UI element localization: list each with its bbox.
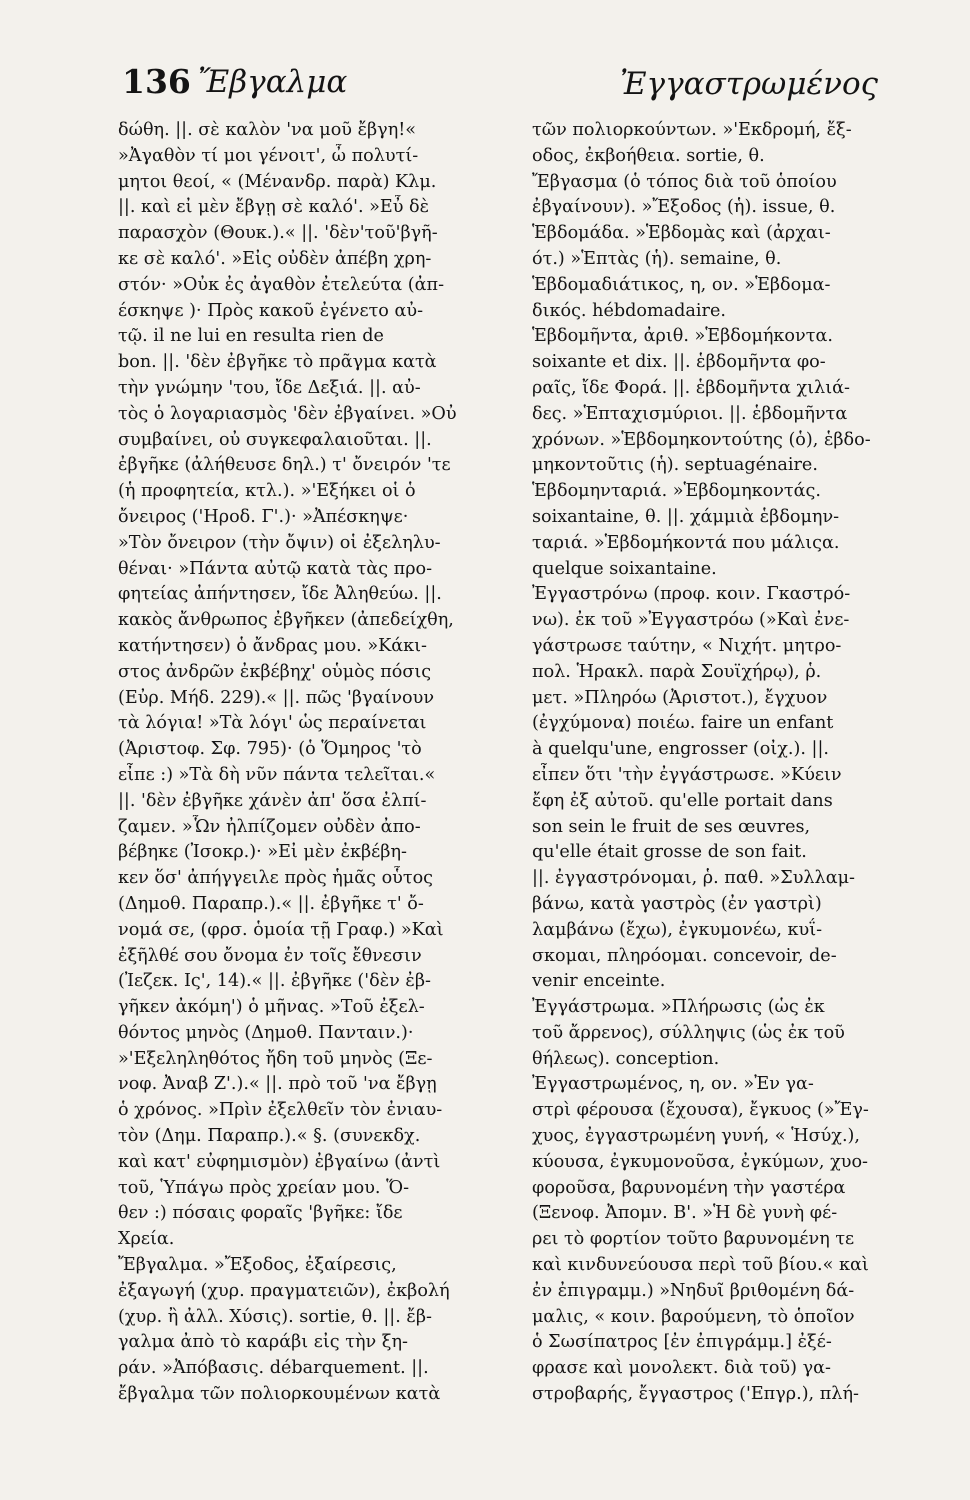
text-line: γῆκεν ἀκόμη') ὁ μῆνας. »Τοῦ ἐξελ-: [118, 997, 425, 1018]
text-line: νοφ. Ἀναβ Ζ'.).« ||. πρὸ τοῦ 'να ἔβγῃ: [118, 1074, 437, 1095]
text-line: ρει τὸ φορτίον τοῦτο βαρυνομένη τε: [532, 1229, 855, 1250]
text-line: μετ. »Πληρόω (Ἀριστοτ.), ἔγχυον: [532, 687, 828, 708]
text-line: τὰ λόγια! »Τὰ λόγι' ὡς περαίνεται: [118, 713, 427, 734]
text-line: ὁ χρόνος. »Πρὶν ἐξελθεῖν τὸν ἐνιαυ-: [118, 1100, 443, 1121]
text-line: ὁ Σωσίπατρος [ἐν ἐπιγράμμ.] ἐξέ-: [532, 1332, 832, 1353]
text-line: συμβαίνει, οὐ συγκεφαλαιοῦται. ||.: [118, 429, 432, 450]
text-line: ραῖς, ἴδε Φορά. ||. ἑβδομῆντα χιλιά-: [532, 377, 850, 398]
text-line: τὴν γνώμην 'του, ἴδε Δεξιά. ||. αὐ-: [118, 377, 421, 398]
text-line: τὸν (Δημ. Παραπρ.).« §. (συνεκδχ.: [118, 1126, 421, 1147]
text-line: βέβηκε (Ἰσοκρ.)· »Εἰ μὲν ἐκβέβη-: [118, 842, 407, 863]
text-line: quelque soixantaine.: [532, 558, 717, 579]
text-line: ἐν ἐπιγραμμ.) »Νηδυῖ βριθομένη δά-: [532, 1280, 855, 1301]
text-line: (Ἀριστοφ. Σφ. 795)· (ὁ Ὅμηρος 'τὸ: [118, 739, 422, 760]
right-running-head: Ἐγγαστρωμένος: [620, 66, 878, 102]
text-line: venir enceinte.: [532, 971, 666, 992]
text-line: στρὶ φέρουσα (ἔχουσα), ἔγκυος (»Ἔγ-: [532, 1100, 869, 1121]
text-line: à quelqu'une, engrosser (οἰχ.). ||.: [532, 739, 829, 760]
text-line: ||. καὶ εἰ μὲν ἔβγῃ σὲ καλό'. »Εὖ δὲ: [118, 197, 430, 218]
text-line: κε σὲ καλό'. »Εἰς οὐδὲν ἀπέβη χρη-: [118, 248, 432, 269]
text-line: γάστρωσε ταύτην, « Νιχήτ. μητρο-: [532, 635, 842, 656]
text-line: βάνω, κατὰ γαστρὸς (ἐν γαστρὶ): [532, 893, 822, 914]
text-line: στος ἀνδρῶν ἐκβέβηχ' οὑμὸς πόσις: [118, 661, 432, 682]
text-line: son sein le fruit de ses œuvres,: [532, 816, 811, 837]
text-line: μηκοντοῦτις (ἡ). septuagénaire.: [532, 455, 818, 476]
text-line: παρασχὸν (Θουκ.).« ||. 'δὲν'τοῦ'βγῆ-: [118, 223, 438, 244]
text-line: ἐβγαίνουν). »Ἔξοδος (ἡ). issue, θ.: [532, 197, 836, 218]
text-line: χυος, ἐγγαστρωμένη γυνή, « Ἡσύχ.),: [532, 1126, 861, 1147]
text-line: δες. »Ἑπταχισμύριοι. ||. ἑβδομῆντα: [532, 403, 848, 424]
text-line: στόν· »Οὐκ ἐς ἀγαθὸν ἐτελεύτα (ἀπ-: [118, 274, 445, 295]
text-line: κύουσα, ἐγκυμονοῦσα, ἐγκύμων, χυο-: [532, 1151, 868, 1172]
text-line: ὄνειρος ('Ηροδ. Γ'.)· »Ἀπέσκηψε·: [118, 506, 409, 527]
text-line: νω). ἐκ τοῦ »Ἐγγαστρόω (»Καὶ ἐνε-: [532, 610, 850, 631]
text-line: (χυρ. ἢ ἀλλ. Χύσις). sortie, θ. ||. ἔβ-: [118, 1306, 432, 1327]
text-line: λαμβάνω (ἔχω), ἐγκυμονέω, κυΐ-: [532, 919, 823, 940]
text-line: νομά σε, (φρσ. ὁμοία τῇ Γραφ.) »Καὶ: [118, 919, 444, 940]
text-line: ἐξῆλθέ σου ὄνομα ἐν τοῖς ἔθνεσιν: [118, 945, 422, 966]
text-line: τῷ. il ne lui en resulta rien de: [118, 326, 384, 347]
text-line: (Δημοθ. Παραπρ.).« ||. ἐβγῆκε τ' ὄ-: [118, 893, 424, 914]
text-line: »Τὸν ὄνειρον (τὴν ὄψιν) οἱ ἐξεληλυ-: [118, 532, 441, 553]
text-line: κεν ὅσ' ἀπήγγειλε πρὸς ἡμᾶς οὗτος: [118, 868, 434, 889]
text-line: θόντος μηνὸς (Δημοθ. Πανταιν.)·: [118, 1022, 414, 1043]
text-line: δώθη. ||. σὲ καλὸν 'να μοῦ ἔβγη!«: [118, 120, 417, 140]
text-line: φητείας ἀπήντησεν, ἴδε Ἀληθεύω. ||.: [118, 584, 442, 605]
text-line: καὶ κινδυνεύουσα περὶ τοῦ βίου.« καὶ: [532, 1255, 869, 1276]
text-line: soixantaine, θ. ||. χάμμιὰ ἑβδομην-: [532, 506, 840, 527]
text-line: Ἑβδομάδα. »Ἑβδομὰς καὶ (ἀρχαι-: [532, 223, 831, 244]
text-line: ||. 'δὲν ἐβγῆκε χάνὲν ἀπ' ὅσα ἐλπί-: [118, 790, 427, 811]
text-line: ἔφη ἐξ αὐτοῦ. qu'elle portait dans: [532, 790, 833, 811]
text-line: ἔβγαλμα τῶν πολιορκουμένων κατὰ: [118, 1384, 441, 1405]
left-running-head: Ἔβγαλμα: [198, 64, 348, 100]
text-line: Ἔβγασμα (ὁ τόπος διὰ τοῦ ὁποίου: [532, 171, 837, 192]
text-line: Ἑβδομηνταριά. »Ἑβδομηκοντάς.: [532, 481, 821, 502]
text-line: έσκηψε )· Πρὸς κακοῦ ἐγένετο αὐ-: [118, 300, 424, 321]
text-line: καὶ κατ' εὐφημισμὸν) ἐβγαίνω (ἀντὶ: [118, 1151, 441, 1172]
text-line: ἐξαγωγή (χυρ. πραγματειῶν), ἐκβολή: [118, 1280, 450, 1301]
text-line: »Ἀγαθὸν τί μοι γένοιτ', ὦ πολυτί-: [118, 145, 419, 166]
text-line: Ἐγγαστρόνω (προφ. κοιν. Γκαστρό-: [532, 584, 851, 605]
text-line: τοῦ ἄρρενος), σύλληψις (ὡς ἐκ τοῦ: [532, 1022, 845, 1043]
text-line: ἐβγῆκε (ἀλήθευσε δηλ.) τ' ὄνειρόν 'τε: [118, 455, 451, 476]
text-line: τὸς ὁ λογαριασμὸς 'δὲν ἐβγαίνει. »Οὐ: [118, 403, 457, 424]
page-number: 136: [122, 62, 191, 101]
text-line: φρασε καὶ μονολεκτ. διὰ τοῦ) γα-: [532, 1358, 831, 1379]
text-line: χρόνων. »Ἑβδομηκοντούτης (ὁ), ἑβδο-: [532, 429, 871, 450]
text-line: Χρεία.: [118, 1229, 175, 1250]
text-line: στροβαρής, ἔγγαστρος ('Επγρ.), πλή-: [532, 1384, 859, 1405]
text-line: θέναι· »Πάντα αὐτῷ κατὰ τὰς προ-: [118, 558, 433, 579]
text-line: ταριά. »Ἑβδομήκοντά που μάλιςα.: [532, 532, 840, 553]
text-line: Ἑβδομῆντα, ἀριθ. »Ἑβδομήκοντα.: [532, 326, 833, 347]
text-line: δικός. hébdomadaire.: [532, 300, 726, 321]
right-column: [532, 118, 908, 1408]
text-line: Ἑβδομαδιάτικος, η, ον. »Ἑβδομα-: [532, 274, 831, 295]
text-line: (ἐγχύμονα) ποιέω. faire un enfant: [532, 713, 834, 734]
text-line: θήλεως). conception.: [532, 1048, 720, 1069]
text-line: μαλις, « κοιν. βαρούμενη, τὸ ὁποῖον: [532, 1306, 855, 1327]
page-header: [118, 62, 878, 108]
left-column: [118, 118, 478, 1408]
text-line: (Ξενοφ. Ἀπομν. Β'. »Ἡ δὲ γυνὴ φέ-: [532, 1203, 838, 1224]
text-line: κακὸς ἄνθρωπος ἐβγῆκεν (ἀπεδείχθη,: [118, 610, 454, 631]
text-line: πολ. Ἡρακλ. παρὰ Σουϊχήρῳ), ῥ.: [532, 661, 822, 682]
text-line: ότ.) »Ἑπτὰς (ἡ). semaine, θ.: [532, 248, 782, 269]
text-line: τῶν πολιορκούντων. »'Εκδρομή, ἔξ-: [532, 120, 852, 140]
text-line: κατήντησεν) ὁ ἄνδρας μου. »Κάκι-: [118, 635, 427, 656]
text-line: qu'elle était grosse de son fait.: [532, 842, 807, 863]
text-line: τοῦ, Ὑπάγω πρὸς χρείαν μου. Ὅ-: [118, 1177, 410, 1198]
text-line: Ἐγγαστρωμένος, η, ον. »Ἐν γα-: [532, 1074, 814, 1095]
text-line: (Ἰεζεκ. Ις', 14).« ||. ἐβγῆκε ('δὲν ἐβ-: [118, 971, 431, 992]
text-line: ράν. »Ἀπόβασις. débarquement. ||.: [118, 1358, 429, 1379]
text-line: μητοι θεοί, « (Μένανδρ. παρὰ) Κλμ.: [118, 171, 437, 192]
text-line: εἶπεν ὅτι 'τὴν ἐγγάστρωσε. »Κύειν: [532, 764, 842, 785]
text-line: soixante et dix. ||. ἑβδομῆντα φο-: [532, 352, 826, 373]
text-line: »'Εξεληληθότος ἤδη τοῦ μηνὸς (Ξε-: [118, 1048, 433, 1069]
text-line: ζαμεν. »Ὧν ἠλπίζομεν οὐδὲν ἀπο-: [118, 816, 421, 837]
text-line: bon. ||. 'δὲν ἐβγῆκε τὸ πρᾶγμα κατὰ: [118, 352, 437, 373]
text-line: (ἡ προφητεία, κτλ.). »'Εξήκει οἱ ὁ: [118, 481, 416, 502]
text-line: εἶπε :) »Τὰ δὴ νῦν πάντα τελεῖται.«: [118, 764, 436, 785]
text-line: ||. ἐγγαστρόνομαι, ῥ. παθ. »Συλλαμ-: [532, 868, 855, 889]
text-line: Ἐγγάστρωμα. »Πλήρωσις (ὡς ἐκ: [532, 997, 825, 1018]
text-line: σκομαι, πληρόομαι. concevoir, de-: [532, 945, 837, 966]
text-line: (Εὐρ. Μήδ. 229).« ||. πῶς 'βγαίνουν: [118, 687, 435, 708]
text-line: θεν :) πόσαις φοραῖς 'βγῆκε: ἴδε: [118, 1203, 403, 1224]
text-line: φοροῦσα, βαρυνομένη τὴν γαστέρα: [532, 1177, 846, 1198]
text-line: γαλμα ἀπὸ τὸ καράβι εἰς τὴν ξη-: [118, 1332, 408, 1353]
text-line: οδος, ἐκβοήθεια. sortie, θ.: [532, 145, 765, 166]
text-line: Ἔβγαλμα. »Ἔξοδος, ἐξαίρεσις,: [118, 1255, 397, 1276]
